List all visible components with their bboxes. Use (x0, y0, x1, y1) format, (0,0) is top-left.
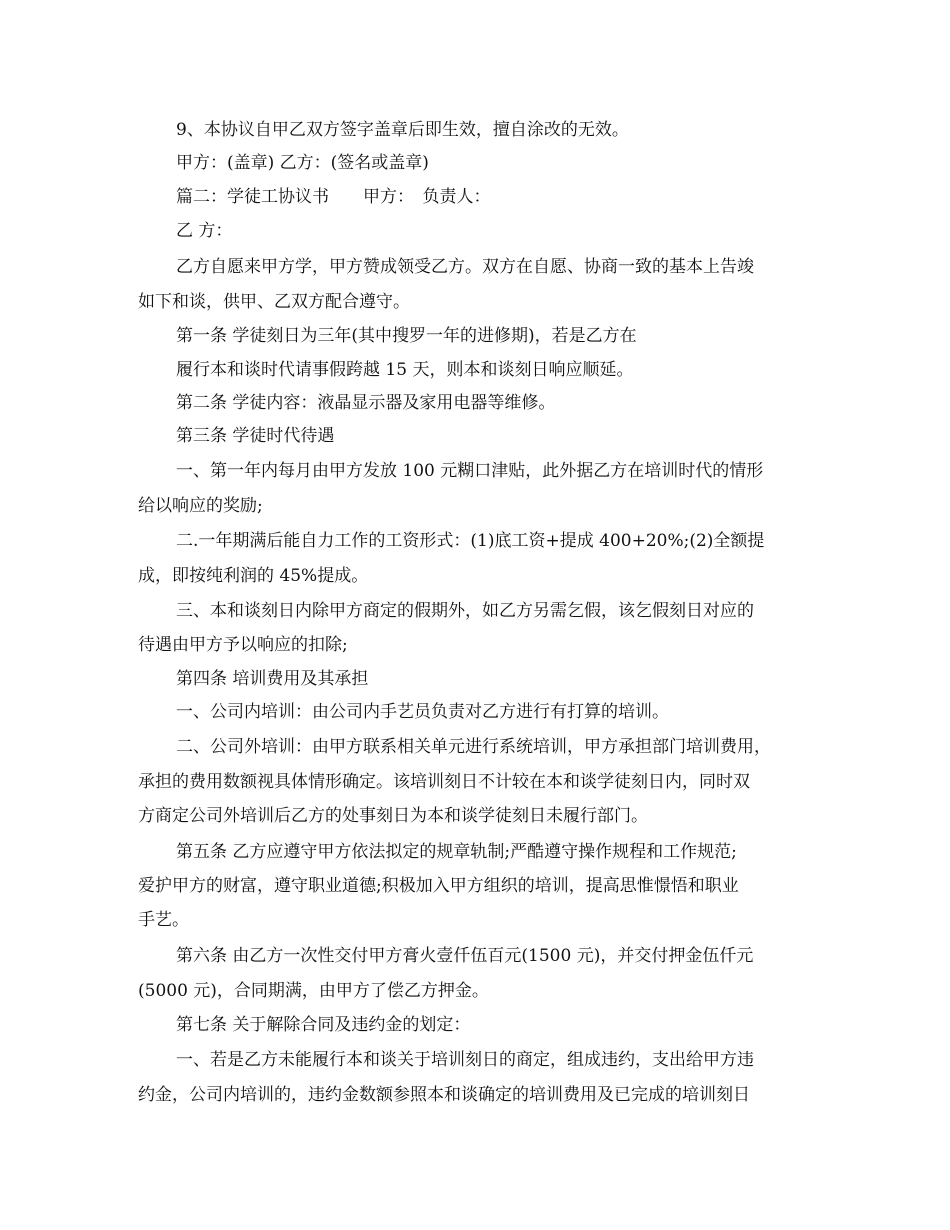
text-line: 第七条 关于解除合同及违约金的划定： (176, 1015, 471, 1035)
text-line: 二、公司外培训：由甲方联系相关单元进行系统培训，甲方承担部门培训费用， (176, 737, 771, 757)
text-line: 给以响应的奖励; (138, 496, 263, 516)
text-line: 二.一年期满后能自力工作的工资形式：(1)底工资+提成 400+20%;(2)全额提 (176, 531, 765, 551)
text-line: 第五条 乙方应遵守甲方依法拟定的规章轨制;严酷遵守操作规程和工作规范; (176, 842, 737, 862)
text-line: 一、若是乙方未能履行本和谈关于培训刻日的商定，组成违约，支出给甲方违 (176, 1050, 754, 1070)
text-line: 三、本和谈刻日内除甲方商定的假期外，如乙方另需乞假，该乞假刻日对应的 (176, 601, 754, 621)
text-line: 第四条 培训费用及其承担 (176, 669, 369, 689)
text-line: 9、本协议自甲乙双方签字盖章后即生效，擅自涂改的无效。 (176, 120, 629, 140)
text-line: 第二条 学徒内容：液晶显示器及家用电器等维修。 (176, 393, 556, 413)
text-line: 履行本和谈时代请事假跨越 15 天，则本和谈刻日响应顺延。 (176, 360, 634, 380)
text-line: 方商定公司外培训后乙方的处事刻日为本和谈学徒刻日未履行部门。 (138, 806, 648, 826)
text-line: 成，即按纯利润的 45%提成。 (138, 566, 369, 586)
text-line: 第三条 学徒时代待遇 (176, 426, 335, 446)
text-line: 甲方：(盖章) 乙方：(签名或盖章) (176, 153, 429, 173)
text-line: 乙 方： (176, 221, 233, 241)
text-line: 乙方自愿来甲方学，甲方赞成领受乙方。双方在自愿、协商一致的基本上告竣 (176, 257, 754, 277)
text-line: 手艺。 (138, 910, 189, 930)
text-line: (5000 元)，合同期满，由甲方了偿乙方押金。 (138, 981, 489, 1001)
text-line: 第一条 学徒刻日为三年(其中搜罗一年的进修期)，若是乙方在 (176, 326, 637, 346)
text-line: 爱护甲方的财富，遵守职业道德;积极加入甲方组织的培训，提高思惟憬悟和职业 (138, 876, 739, 896)
text-line: 约金，公司内培训的，违约金数额参照本和谈确定的培训费用及已完成的培训刻日 (138, 1085, 750, 1105)
text-line: 一、公司内培训：由公司内手艺员负责对乙方进行有打算的培训。 (176, 702, 669, 722)
text-line: 承担的费用数额视具体情形确定。该培训刻日不计较在本和谈学徒刻日内，同时双 (138, 772, 750, 792)
text-line: 一、第一年内每月由甲方发放 100 元糊口津贴，此外据乙方在培训时代的情形 (176, 461, 764, 481)
text-line: 待遇由甲方予以响应的扣除; (138, 635, 348, 655)
text-line: 篇二：学徒工协议书 甲方： 负责人： (176, 187, 491, 207)
text-line: 第六条 由乙方一次性交付甲方膏火壹仟伍百元(1500 元)，并交付押金伍仟元 (176, 946, 754, 966)
text-line: 如下和谈，供甲、乙双方配合遵守。 (138, 292, 410, 312)
